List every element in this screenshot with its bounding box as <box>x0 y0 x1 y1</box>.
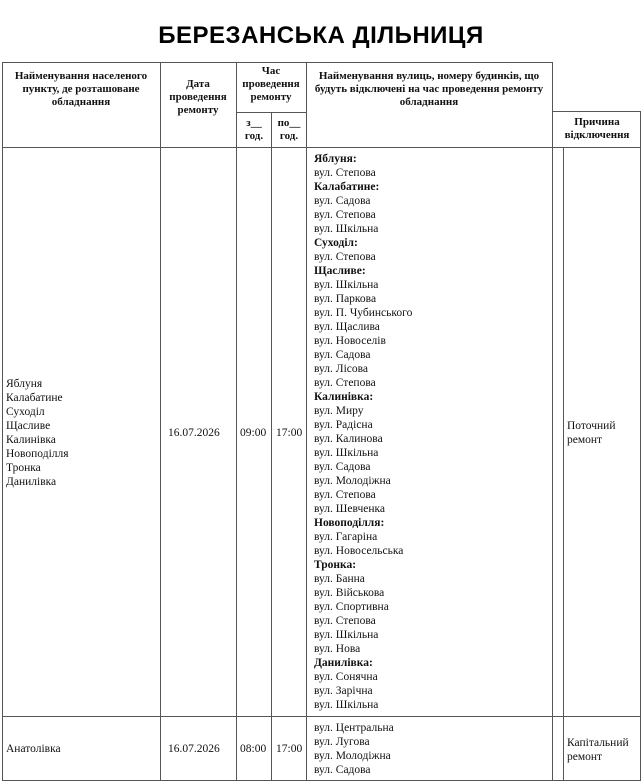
street-item: вул. Молодіжна <box>314 475 391 487</box>
street-item: вул. Банна <box>314 573 365 585</box>
street-item: вул. Новосельська <box>314 545 404 557</box>
street-item: вул. Степова <box>314 251 376 263</box>
street-item: вул. Паркова <box>314 293 377 305</box>
header-settlement: Найменування населеного пункту, де розташоване обладнання <box>14 70 148 108</box>
header-time: Час проведення ремонту <box>242 65 300 103</box>
row2-streets-list <box>314 721 554 777</box>
row2-settlement: Анатолівка <box>6 743 61 755</box>
row1-streets-list <box>314 152 554 712</box>
street-item: вул. Молодіжна <box>314 750 391 762</box>
row1-time-to: 17:00 <box>276 427 303 439</box>
street-item: вул. Нова <box>314 643 361 655</box>
street-item: вул. Центральна <box>314 722 394 734</box>
street-item: вул. Шкільна <box>314 223 379 235</box>
settlement-name: Суходіл <box>6 406 45 418</box>
header-reason: Причина відключення <box>564 116 630 141</box>
street-item: вул. Щаслива <box>314 321 380 333</box>
village-heading: Яблуня: <box>314 153 357 165</box>
street-item: вул. Гагаріна <box>314 531 378 543</box>
street-item: вул. Радісна <box>314 419 373 431</box>
street-item: вул. Шевченка <box>314 503 386 515</box>
street-item: вул. Шкільна <box>314 699 379 711</box>
street-item: вул. Спортивна <box>314 601 389 613</box>
village-heading: Тронка: <box>314 559 357 571</box>
header-streets: Найменування вулиць, номеру будинків, що будуть відключені на час проведення ремонту обладнання <box>314 70 544 108</box>
settlement-name: Яблуня <box>6 378 43 390</box>
street-item: вул. Калинова <box>314 433 383 445</box>
street-item: вул. Шкільна <box>314 447 379 459</box>
row2-time-to: 17:00 <box>276 743 303 755</box>
settlement-name: Тронка <box>6 462 41 474</box>
village-heading: Суходіл: <box>314 237 358 249</box>
settlement-name: Калабатине <box>6 392 63 404</box>
street-item: вул. Новоселів <box>314 335 386 347</box>
street-item: вул. Шкільна <box>314 629 379 641</box>
street-item: вул. Степова <box>314 167 376 179</box>
settlement-name: Калинівка <box>6 434 56 446</box>
street-item: вул. Військова <box>314 587 385 599</box>
row1-settlements <box>6 377 156 489</box>
page-title: БЕРЕЗАНСЬКА ДІЛЬНИЦЯ <box>158 22 484 49</box>
street-item: вул. Степова <box>314 209 376 221</box>
row2-reason: Капітальний ремонт <box>567 737 629 763</box>
row1-date: 16.07.2026 <box>168 427 220 439</box>
street-item: вул. Степова <box>314 377 376 389</box>
row1-time-from: 09:00 <box>240 427 267 439</box>
street-item: вул. Садова <box>314 349 371 361</box>
header-time-from: з__ год. <box>244 117 264 142</box>
village-heading: Данилівка: <box>314 657 373 669</box>
street-item: вул. П. Чубинського <box>314 307 413 319</box>
street-item: вул. Лісова <box>314 363 369 375</box>
village-heading: Новоподілля: <box>314 517 385 529</box>
street-item: вул. Садова <box>314 764 371 776</box>
header-time-to: по__ год. <box>277 117 301 142</box>
street-item: вул. Сонячна <box>314 671 378 683</box>
row2-date: 16.07.2026 <box>168 743 220 755</box>
row2-time-from: 08:00 <box>240 743 267 755</box>
street-item: вул. Садова <box>314 461 371 473</box>
street-item: вул. Шкільна <box>314 279 379 291</box>
street-item: вул. Степова <box>314 615 376 627</box>
settlement-name: Данилівка <box>6 476 57 488</box>
row1-reason: Поточний ремонт <box>567 420 616 446</box>
header-date: Дата проведення ремонту <box>169 78 227 116</box>
street-item: вул. Лугова <box>314 736 370 748</box>
settlement-name: Новоподілля <box>6 448 69 460</box>
village-heading: Калинівка: <box>314 391 374 403</box>
street-item: вул. Степова <box>314 489 376 501</box>
street-item: вул. Миру <box>314 405 364 417</box>
street-item: вул. Зарічна <box>314 685 373 697</box>
street-item: вул. Садова <box>314 195 371 207</box>
village-heading: Калабатине: <box>314 181 380 193</box>
village-heading: Щасливе: <box>314 265 366 277</box>
settlement-name: Щасливе <box>6 420 51 432</box>
